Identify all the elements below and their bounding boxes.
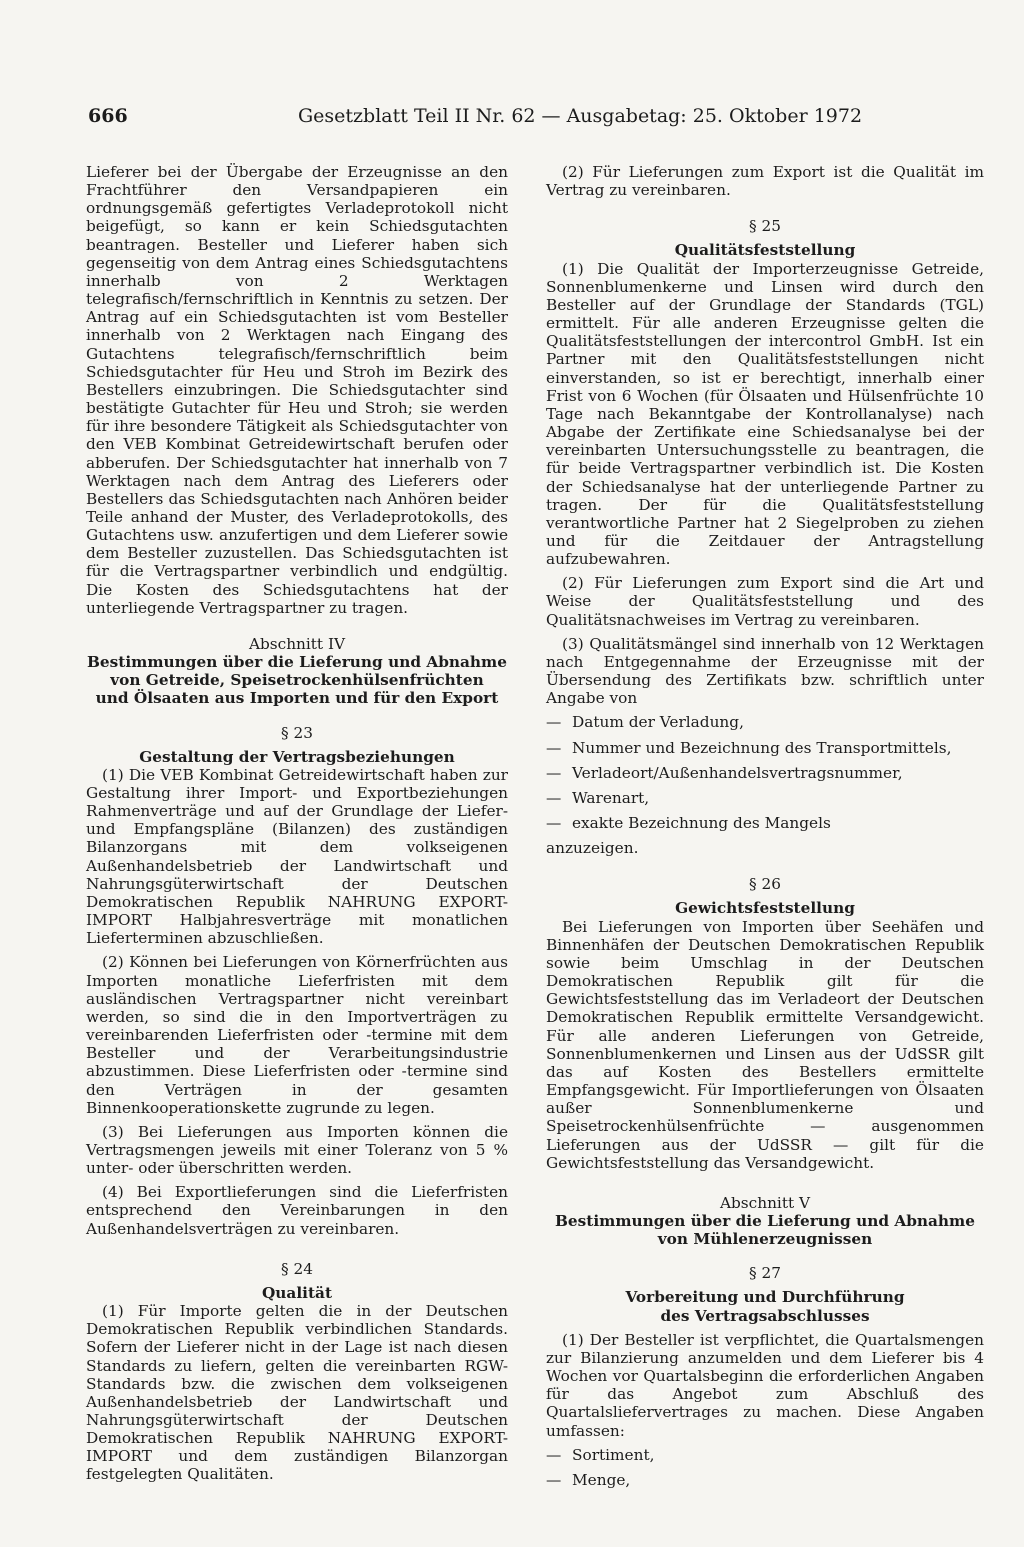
paragraph: (1) Für Importe gelten die in der Deutschen Demokratischen Republik verbindlichen Standards. Sofern der Lieferer nicht in der Lage ist nach diesen Standards zu liefern, gelten die vereinbarten RGW-Standards bzw. die zwischen dem volkseigenen Außenhandelsbetrieb der Landwirtschaft und Nahrungsgüterwirtschaft der Deutschen Demokratischen Republik NAHRUNG EXPORT-IMPORT und dem zuständigen Bilanzorgan festgelegten Qualitäten. xyxy=(86,1302,508,1484)
paragraph: (2) Für Lieferungen zum Export ist die Qualität im Vertrag zu vereinbaren. xyxy=(546,163,984,200)
paragraph-title: des Vertragsabschlusses xyxy=(660,1306,870,1325)
paragraph-title: Vorbereitung und Durchführung xyxy=(625,1288,905,1307)
paragraph: Lieferer bei der Übergabe der Erzeugnisse an den Frachtführer den Versandpapieren ein ordnungsgemäß gefertigtes Verladeprotokoll nicht beigefügt, so kann er kein Schiedsgutachten beantragen. Besteller und Lieferer haben sich gegenseitig von dem Antrag eines Schiedsgutachtens innerhalb von 2 Werktagen telegrafisch/fernschriftlich in Kenntnis zu setzen. Der Antrag auf ein Schiedsgutachten ist vom Besteller innerhalb von 2 Werktagen nach Eingang des Gutachtens telegrafisch/fernschriftlich beim Schiedsgutachter für Heu und Stroh im Bezirk des Bestellers einzubringen. Die Schiedsgutachter sind bestätigte Gutachter für Heu und Stroh; sie werden für ihre besondere Tätigkeit als Schiedsgutachter von den VEB Kombinat Getreidewirtschaft berufen oder abberufen. Der Schiedsgutachter hat innerhalb von 7 Werktagen nach dem Antrag des Lieferers oder Bestellers das Schiedsgutachten nach Anhören beider Teile anhand der Muster, des Verladeprotokolls, des Gutachtens usw. anzufertigen und dem Lieferer sowie dem Besteller zuzustellen. Das Schiedsgutachten ist für die Vertragspartner verbindlich und endgültig. Die Kosten des Schiedsgutachtens hat der unterliegende Vertragspartner zu tragen. xyxy=(86,163,508,617)
section-title-line: und Ölsaaten aus Importen und für den Export xyxy=(95,689,499,708)
section-title-line: von Getreide, Speisetrockenhülsenfrüchten xyxy=(110,671,484,690)
paragraph-number: § 25 xyxy=(749,217,781,236)
paragraph: Bei Lieferungen von Importen über Seehäfen und Binnenhäfen der Deutschen Demokratischen Republik sowie beim Umschlag in der Deutschen Demokratischen Republik gilt für die Gewichtsfeststellung das im Verladeort der Deutschen Demokratischen Republik ermittelte Versandgewicht. Für alle anderen Lieferungen von Getreide, Sonnenblumenkernen und Linsen aus der UdSSR gilt das auf Kosten des Bestellers ermittelte Empfangsgewicht. Für Importlieferungen von Ölsaaten außer Sonnenblumenkerne und Speisetrockenhülsenfrüchte — ausgenommen Lieferungen aus der UdSSR — gilt für die Gewichtsfeststellung das Versandgewicht. xyxy=(546,917,984,1172)
paragraph: (2) Können bei Lieferungen von Körnerfrüchten aus Importen monatliche Lieferfristen mit dem ausländischen Vertragspartner nicht vereinbart werden, so sind die in den Importverträgen zu vereinbarenden Lieferfristen oder -termine mit dem Besteller und der Verarbeitungsindustrie abzustimmen. Diese Lieferfristen oder -termine sind den Verträgen in der gesamten Binnenkooperationskette zugrunde zu legen. xyxy=(86,953,508,1117)
paragraph: (4) Bei Exportlieferungen sind die Lieferfristen entsprechend den Vereinbarungen in den Außenhandelsverträgen zu vereinbaren. xyxy=(86,1183,508,1238)
paragraph: (2) Für Lieferungen zum Export sind die Art und Weise der Qualitätsfeststellung und des Qualitätsnachweises im Vertrag zu vereinbaren. xyxy=(546,574,984,629)
paragraph-title: Gestaltung der Vertragsbeziehungen xyxy=(139,747,455,766)
list-item: — Datum der Verladung, xyxy=(546,713,744,732)
right-column xyxy=(546,163,984,1496)
paragraph: (1) Die Qualität der Importerzeugnisse Getreide, Sonnenblumenkerne und Linsen wird durch den Besteller auf der Grundlage der Standards (TGL) ermittelt. Für alle anderen Erzeugnisse gelten die Qualitätsfeststellungen der intercontrol GmbH. Ist ein Partner mit den Qualitätsfeststellungen nicht einverstanden, so ist er berechtigt, innerhalb einer Frist von 6 Wochen (für Ölsaaten und Hülsenfrüchte 10 Tage nach Bekanntgabe der Kontrollanalyse) nach Abgabe der Zertifikate eine Schiedsanalyse bei der vereinbarten Untersuchungsstelle zu beantragen, die für beide Vertragspartner verbindlich ist. Die Kosten der Schiedsanalyse hat der unterliegende Partner zu tragen. Der für die Qualitätsfeststellung verantwortliche Partner hat 2 Siegelproben zu ziehen und für die Zeitdauer der Antragstellung aufzubewahren. xyxy=(546,259,984,569)
paragraph-title: Qualität xyxy=(261,1283,333,1302)
paragraph: (1) Der Besteller ist verpflichtet, die Quartalsmengen zur Bilanzierung anzumelden und dem Lieferer bis 4 Wochen vor Quartalsbeginn die erforderlichen Angaben für das Angebot zum Abschluß des Quartalsliefervertrages zu machen. Diese Angaben umfassen: xyxy=(546,1330,984,1440)
page-header xyxy=(88,104,988,128)
gazette-title: Gesetzblatt Teil II Nr. 62 — Ausgabetag: 25. Oktober 1972 xyxy=(298,105,863,127)
paragraph-title: Qualitätsfeststellung xyxy=(674,241,856,260)
paragraph: (3) Qualitätsmängel sind innerhalb von 12 Werktagen nach Entgegennahme der Erzeugnisse mit der Übersendung des Zertifikats bzw. schriftlich unter Angabe von xyxy=(546,634,984,708)
paragraph-number: § 24 xyxy=(281,1259,313,1278)
page-number: 666 xyxy=(88,105,128,127)
paragraph-title: Gewichtsfeststellung xyxy=(675,899,855,918)
paragraph: (3) Bei Lieferungen aus Importen können die Vertragsmengen jeweils mit einer Toleranz von 5 % unter- oder überschritten werden. xyxy=(86,1122,508,1178)
list-item: — Verladeort/Außenhandelsvertragsnummer, xyxy=(546,763,903,782)
section-title-line: Bestimmungen über die Lieferung und Abnahme xyxy=(555,1211,975,1230)
paragraph: anzuzeigen. xyxy=(546,839,639,858)
section-label: Abschnitt V xyxy=(719,1193,811,1212)
section-title-line: von Mühlenerzeugnissen xyxy=(657,1230,873,1249)
list-item: — Sortiment, xyxy=(546,1445,655,1464)
paragraph-number: § 23 xyxy=(281,723,313,742)
list-item: — Warenart, xyxy=(546,788,650,807)
section-label: Abschnitt IV xyxy=(248,634,346,653)
left-column xyxy=(86,163,508,1490)
section-title-line: Bestimmungen über die Lieferung und Abnahme xyxy=(87,653,507,672)
paragraph: (1) Die VEB Kombinat Getreidewirtschaft haben zur Gestaltung ihrer Import- und Exportbeziehungen Rahmenverträge und auf der Grundlage der Liefer- und Empfangspläne (Bilanzen) des zuständigen Bilanzorgans mit dem volkseigenen Außenhandelsbetrieb der Landwirtschaft und Nahrungsgüterwirtschaft der Deutschen Demokratischen Republik NAHRUNG EXPORT-IMPORT Halbjahresverträge mit monatlichen Lieferterminen abzuschließen. xyxy=(86,765,508,948)
list-item: — Menge, xyxy=(546,1470,631,1489)
paragraph-number: § 26 xyxy=(749,875,781,894)
list-item: — exakte Bezeichnung des Mangels xyxy=(546,814,831,832)
paragraph-number: § 27 xyxy=(749,1264,781,1283)
list-item: — Nummer und Bezeichnung des Transportmittels, xyxy=(546,738,952,757)
